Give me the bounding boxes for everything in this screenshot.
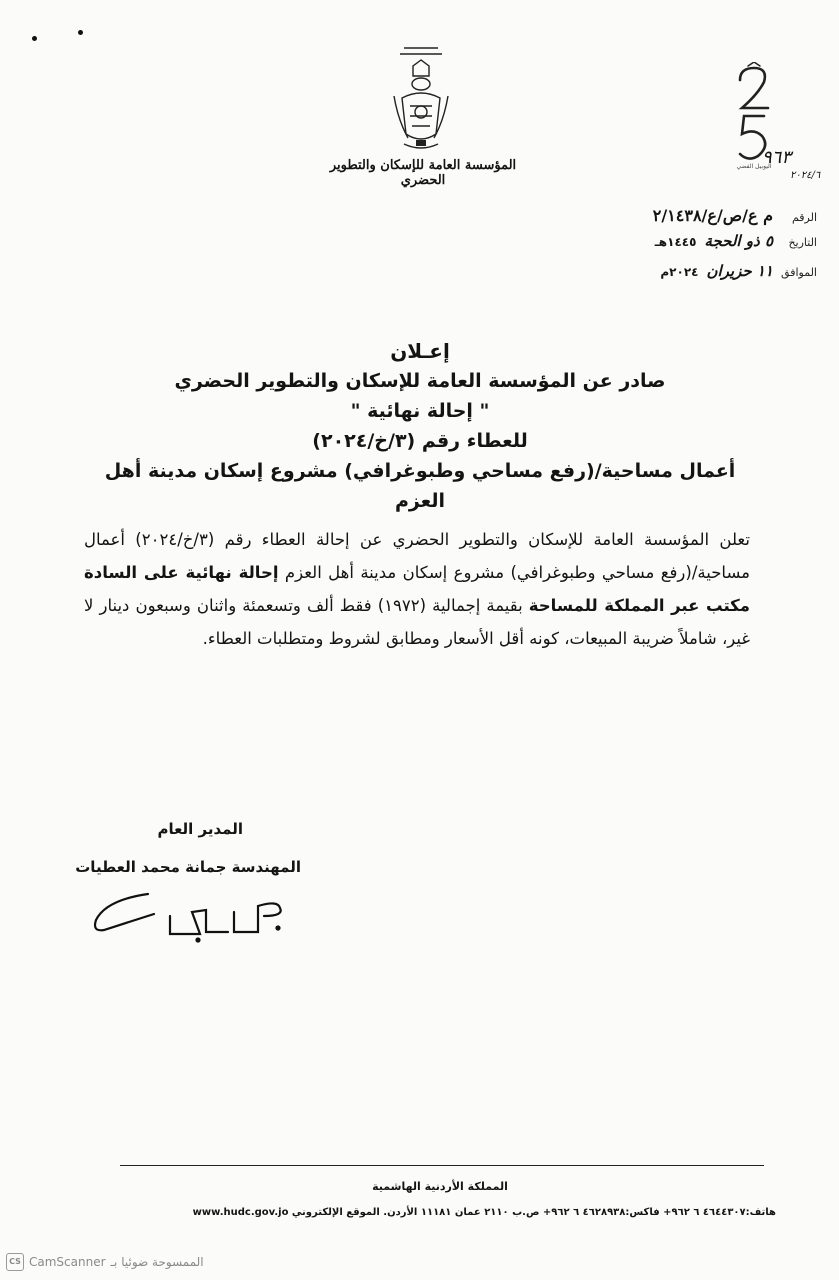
hijri-date-row [557, 232, 817, 250]
coat-of-arms-emblem [390, 40, 452, 155]
scan-speck [78, 30, 83, 35]
camscanner-label: الممسوحة ضوئيا بـ [110, 1255, 204, 1269]
gregorian-date-row [557, 262, 817, 280]
footer-country: المملكة الأردنية الهاشمية [372, 1180, 508, 1193]
gregorian-suffix: ٢٠٢٤م [660, 265, 699, 279]
body-part-awardee: إحالة نهائية على السادة مكتب عبر المملكة للمساحة [84, 563, 750, 615]
heading-issuer: صادر عن المؤسسة العامة للإسكان والتطوير الحضري [174, 370, 666, 392]
heading-tender-number: للعطاء رقم (٣/خ/٢٠٢٤) [312, 430, 528, 452]
organization-name: المؤسسة العامة للإسكان والتطوير الحضري [329, 158, 517, 188]
camscanner-brand: CamScanner [29, 1255, 106, 1269]
date-value: ٥ ذو الحجة [704, 232, 773, 250]
announcement-body [84, 523, 750, 655]
signatory-name: المهندسة جمانة محمد العطيات [75, 858, 301, 876]
date-suffix: ١٤٤٥هـ [654, 235, 697, 249]
body-part-1: تعلن المؤسسة العامة للإسكان والتطوير الحضري عن إحالة العطاء رقم (٣/خ/٢٠٢٤) أعمال مساحية/(رفع مساحي وطبوغرافي) مشروع إسكان مدينة أهل العزم [84, 530, 750, 582]
camscanner-watermark [6, 1253, 204, 1271]
heading-tender-subject: أعمال مساحية/(رفع مساحي وطبوغرافي) مشروع إسكان مدينة أهل العزم [104, 460, 736, 512]
gregorian-label: الموافق [781, 266, 817, 279]
signatory-title: المدير العام [157, 820, 243, 838]
seal-caption: اليوبيل الفضي [736, 163, 772, 170]
body-part-3: بقيمة إجمالية (١٩٧٢) فقط ألف وتسعمئة واثنان وسبعون دينار لا غير، شاملاً ضريبة المبيعات، كونه أقل الأسعار ومطابق لشروط ومتطلبات العطاء. [84, 596, 750, 648]
scan-speck [32, 36, 37, 41]
heading-announcement: إعـلان [390, 339, 450, 363]
handwritten-subnote: ٢٠٢٤/٦ [790, 170, 821, 181]
camscanner-logo-icon: CS [6, 1253, 24, 1271]
gregorian-value: ١١ حزيران [706, 262, 773, 280]
announcement-headings [80, 336, 760, 516]
handwritten-number: ٩٦٣ [762, 147, 792, 168]
footer-contact-info: هاتف:٤٦٤٤٣٠٧ ٦ ٩٦٢+ فاكس:٤٦٢٨٩٣٨ ٦ ٩٦٢+ ص.ب ٢١١٠ عمان ١١١٨١ الأردن. الموقع الإلكتروني www.hudc.gov.jo [192, 1207, 776, 1218]
reference-label: الرقم [791, 211, 817, 224]
date-label: التاريخ [788, 236, 817, 249]
footer-divider [120, 1165, 764, 1166]
handwritten-signature [88, 886, 298, 946]
heading-final-award: " إحالة نهائية " [350, 400, 490, 422]
reference-value: م ع/ص/ع/٢/١٤٣٨ [652, 206, 773, 225]
reference-row [557, 206, 817, 225]
